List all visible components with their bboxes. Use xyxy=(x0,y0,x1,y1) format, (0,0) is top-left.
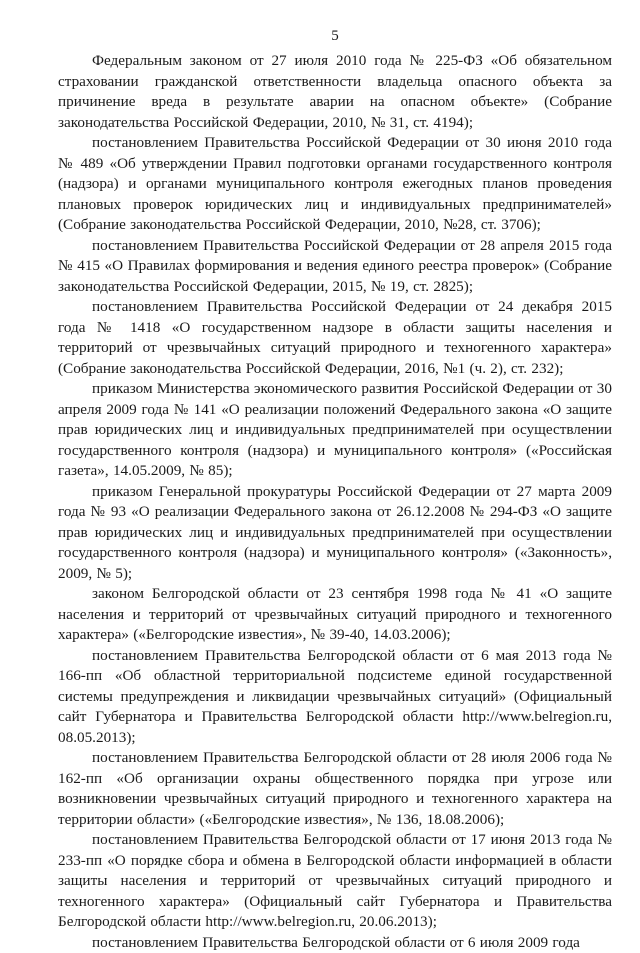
paragraph-1: Федеральным законом от 27 июля 2010 года № 225-ФЗ «Об обязательном страховании гражданской ответственности владельца опасного объекта за причинение вреда в результате аварии на опасном объекте» (Собрание законодательства Российской Федерации, 2010, № 31, ст. 4194); xyxy=(58,51,612,133)
paragraph-5: приказом Министерства экономического развития Российской Федерации от 30 апреля 2009 года № 141 «О реализации положений Федерального закона «О защите прав юридических лиц и индивидуальных предпринимателей при осуществлении государственного контроля (надзора) и муниципального контроля» («Российская газета», 14.05.2009, № 85); xyxy=(58,379,612,482)
paragraph-2: постановлением Правительства Российской Федерации от 30 июня 2010 года № 489 «Об утверждении Правил подготовки органами государственного контроля (надзора) и органами муниципального контроля ежегодных планов проведения плановых проверок юридических лиц и индивидуальных предпринимателей» (Собрание законодательства Российской Федерации, 2010, №28, ст. 3706); xyxy=(58,133,612,236)
paragraph-6: приказом Генеральной прокуратуры Российской Федерации от 27 марта 2009 года № 93 «О реализации Федерального закона от 26.12.2008 № 294-ФЗ «О защите прав юридических лиц и индивидуальных предпринимателей при осуществлении государственного контроля (надзора) и муниципального контроля» («Законность», 2009, № 5); xyxy=(58,482,612,585)
paragraph-9: постановлением Правительства Белгородской области от 28 июля 2006 года № 162-пп «Об организации охраны общественного порядка при угрозе или возникновении чрезвычайных ситуаций природного и техногенного характера на территории области» («Белгородские известия», № 136, 18.08.2006); xyxy=(58,748,612,830)
page-number: 5 xyxy=(58,28,612,45)
paragraph-10: постановлением Правительства Белгородской области от 17 июня 2013 года № 233-пп «О порядке сбора и обмена в Белгородской области информацией в области защиты населения и территорий от чрезвычайных ситуаций природного и техногенного характера» (Официальный сайт Губернатора и Правительства Белгородской области http://www.belregion.ru, 20.06.2013); xyxy=(58,830,612,933)
paragraph-4: постановлением Правительства Российской Федерации от 24 декабря 2015 года № 1418 «О государственном надзоре в области защиты населения и территорий от чрезвычайных ситуаций природного и техногенного характера» (Собрание законодательства Российской Федерации, 2016, №1 (ч. 2), ст. 232); xyxy=(58,297,612,379)
paragraph-11: постановлением Правительства Белгородской области от 6 июля 2009 года xyxy=(58,933,612,953)
paragraph-7: законом Белгородской области от 23 сентября 1998 года № 41 «О защите населения и территорий от чрезвычайных ситуаций природного и техногенного характера» («Белгородские известия», № 39-40, 14.03.2006); xyxy=(58,584,612,646)
paragraph-3: постановлением Правительства Российской Федерации от 28 апреля 2015 года № 415 «О Правилах формирования и ведения единого реестра проверок» (Собрание законодательства Российской Федерации, 2015, № 19, ст. 2825); xyxy=(58,236,612,298)
paragraph-8: постановлением Правительства Белгородской области от 6 мая 2013 года № 166-пп «Об областной территориальной подсистеме единой государственной системы предупреждения и ликвидации чрезвычайных ситуаций» (Официальный сайт Губернатора и Правительства Белгородской области http://www.belregion.ru, 08.05.2013); xyxy=(58,646,612,749)
